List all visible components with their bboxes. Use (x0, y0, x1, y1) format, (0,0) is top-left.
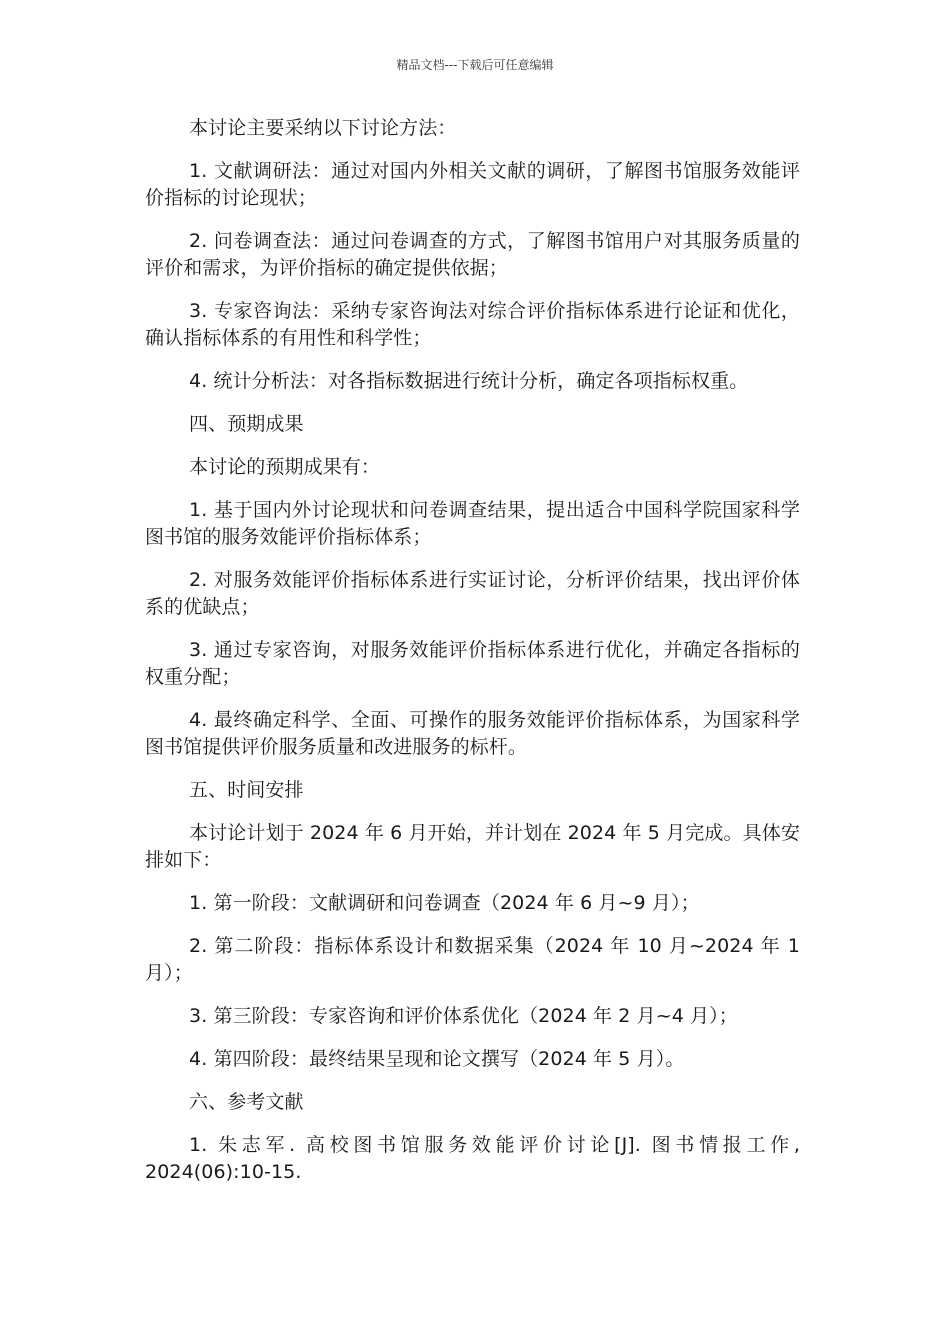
paragraph-method-expert: 3. 专家咨询法：采纳专家咨询法对综合评价指标体系进行论证和优化，确认指标体系的有用性和科学性； (145, 300, 800, 349)
document-body (145, 115, 800, 1186)
paragraph-result-4: 4. 最终确定科学、全面、可操作的服务效能评价指标体系，为国家科学图书馆提供评价服务质量和改进服务的标杆。 (145, 709, 800, 758)
paragraph-phase-2: 2. 第二阶段：指标体系设计和数据采集（2024 年 10 月~2024 年 1 月）； (145, 935, 800, 984)
paragraph-schedule-intro: 本讨论计划于 2024 年 6 月开始，并计划在 2024 年 5 月完成。具体安排如下： (145, 822, 800, 871)
paragraph-phase-3: 3. 第三阶段：专家咨询和评价体系优化（2024 年 2 月~4 月）； (189, 1005, 738, 1027)
page-header: 精品文档---下载后可任意编辑 (396, 58, 554, 72)
paragraph-result-2: 2. 对服务效能评价指标体系进行实证讨论，分析评价结果，找出评价体系的优缺点； (145, 569, 800, 618)
paragraph-phase-4: 4. 第四阶段：最终结果呈现和论文撰写（2024 年 5 月）。 (189, 1048, 685, 1070)
paragraph-method-questionnaire: 2. 问卷调查法：通过问卷调查的方式，了解图书馆用户对其服务质量的评价和需求，为评价指标的确定提供依据； (145, 230, 800, 279)
paragraph-phase-1: 1. 第一阶段：文献调研和问卷调查（2024 年 6 月~9 月）； (189, 892, 700, 914)
paragraph-result-1: 1. 基于国内外讨论现状和问卷调查结果，提出适合中国科学院国家科学图书馆的服务效能评价指标体系； (145, 499, 800, 548)
section-heading-expected-results: 四、预期成果 (189, 413, 304, 435)
paragraph-reference-1: 1. 朱志军. 高校图书馆服务效能评价讨论[J]. 图书情报工作, 2024(06):10-15. (145, 1134, 800, 1183)
paragraph-method-statistics: 4. 统计分析法：对各指标数据进行统计分析，确定各项指标权重。 (189, 370, 749, 392)
paragraph-methods-intro: 本讨论主要采纳以下讨论方法： (189, 117, 457, 139)
section-heading-references: 六、参考文献 (189, 1091, 304, 1113)
paragraph-method-literature: 1. 文献调研法：通过对国内外相关文献的调研，了解图书馆服务效能评价指标的讨论现状； (145, 160, 800, 209)
paragraph-result-3: 3. 通过专家咨询，对服务效能评价指标体系进行优化，并确定各指标的权重分配； (145, 639, 800, 688)
section-heading-schedule: 五、时间安排 (189, 779, 304, 801)
paragraph-results-intro: 本讨论的预期成果有： (189, 456, 381, 478)
